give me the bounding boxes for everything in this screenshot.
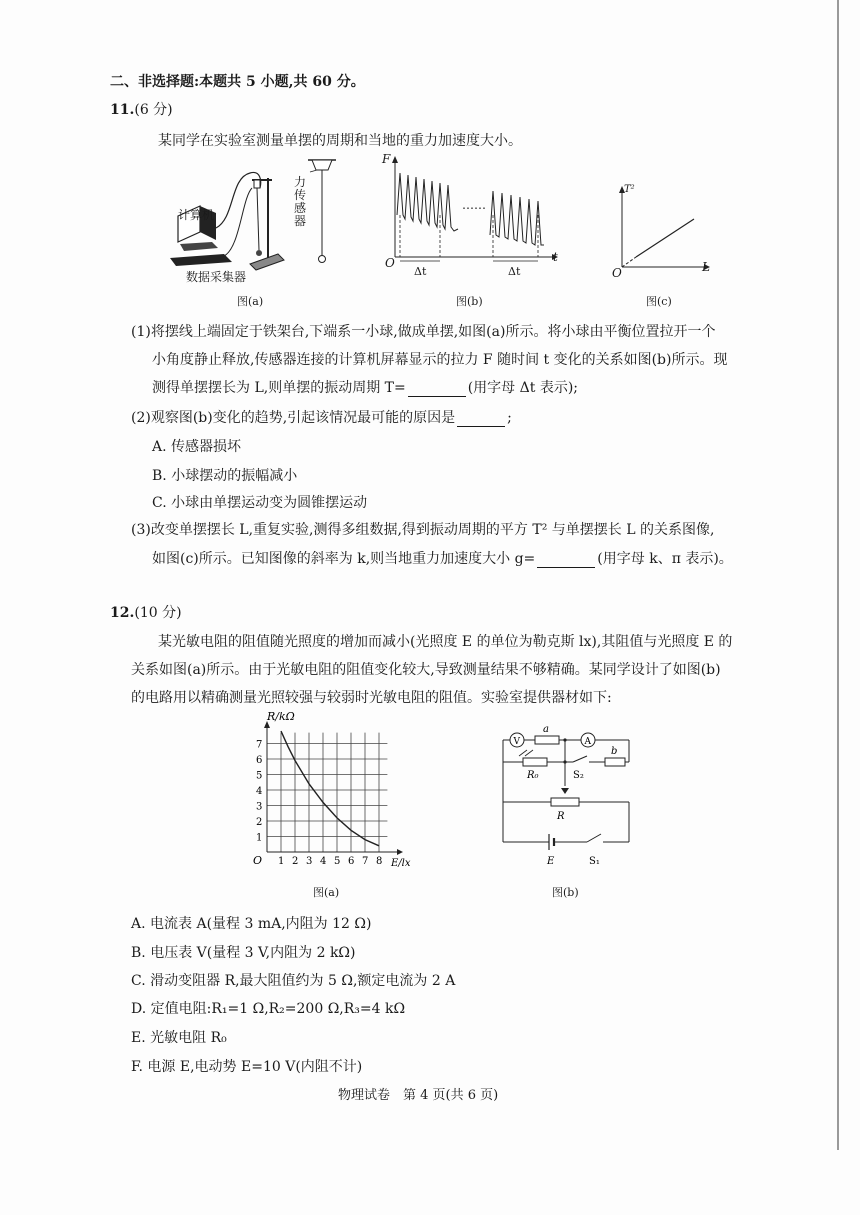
- item-f: F. 电源 E,电动势 E=10 V(内阻不计): [131, 1059, 363, 1075]
- q11-p2-text: (2)观察图(b)变化的趋势,引起该情况最可能的原因是: [131, 410, 456, 426]
- fig-b-x-label: t: [553, 250, 558, 264]
- label-s1: S₁: [589, 856, 600, 867]
- resistor-a: [535, 736, 559, 744]
- q11-p3-line1: (3)改变单摆摆长 L,重复实验,测得多组数据,得到振动周期的平方 T² 与单摆摆长 L 的关系图像,: [131, 522, 715, 538]
- q11-p1-line3: [152, 379, 578, 397]
- item-c: C. 滑动变阻器 R,最大阻值约为 5 Ω,额定电流为 2 A: [131, 973, 456, 989]
- graph-origin: O: [253, 854, 263, 867]
- fig-b-y-label: F: [382, 152, 391, 166]
- q11-number: 11.: [110, 102, 135, 118]
- q11-p1-text-b: (用字母 Δt 表示);: [467, 380, 578, 396]
- q11-blank-2[interactable]: [457, 413, 505, 427]
- label-r0: R₀: [527, 770, 539, 781]
- y-tick-label: 5: [256, 770, 263, 782]
- q11-p2-line: [131, 409, 512, 427]
- graph-curve: [281, 731, 379, 846]
- detail-ball: [319, 256, 326, 263]
- data-collector: [170, 254, 232, 266]
- label-computer: 计算机: [178, 208, 215, 222]
- label-e: E: [547, 856, 555, 867]
- x-tick-label: 7: [362, 856, 369, 867]
- graph-x-arrow: [397, 849, 403, 855]
- q12-circuit-b: [495, 720, 640, 870]
- x-tick-label: 6: [348, 856, 355, 867]
- q11-p3-text-b: (用字母 k、π 表示)。: [597, 551, 733, 567]
- q11-p1-text-a: 测得单摆摆长为 L,则单摆的振动周期 T=: [152, 380, 406, 396]
- q12-circuit-caption: 图(b): [552, 886, 579, 899]
- resistor-b: [605, 758, 625, 766]
- fig-c-origin: O: [612, 266, 622, 280]
- q11-option-c: C. 小球由单摆运动变为圆锥摆运动: [152, 495, 368, 511]
- q11-p2-end: ;: [507, 410, 512, 426]
- fig-c-x-label: L: [702, 260, 710, 274]
- item-e: E. 光敏电阻 R₀: [131, 1030, 227, 1046]
- sensor-box: [254, 180, 260, 188]
- fig-b-delta-2: Δt: [508, 265, 521, 278]
- q11-option-a: A. 传感器损坏: [152, 439, 242, 455]
- fig-c-caption: 图(c): [646, 295, 672, 308]
- x-tick-label: 5: [334, 856, 341, 867]
- label-a: a: [543, 724, 549, 735]
- detail-sensor: [312, 160, 332, 170]
- fig-c-y-label: T²: [624, 184, 635, 195]
- q11-blank-3[interactable]: [537, 554, 595, 568]
- section-header: 二、非选择题:本题共 5 小题,共 60 分。: [110, 74, 365, 90]
- item-a: A. 电流表 A(量程 3 mA,内阻为 12 Ω): [131, 916, 372, 932]
- rheostat-r: [551, 798, 579, 806]
- q12-intro-line2: 关系如图(a)所示。由于光敏电阻的阻值变化较大,导致测量结果不够精确。某同学设计了如图(b): [131, 662, 721, 678]
- q11-option-b: B. 小球摆动的振幅减小: [152, 468, 298, 484]
- fig-b-y-arrow: [392, 156, 398, 163]
- q11-fig-b: [380, 155, 560, 275]
- q11-p1-line1: (1)将摆线上端固定于铁架台,下端系一小球,做成单摆,如图(a)所示。将小球由平衡位置拉开一个: [131, 324, 716, 340]
- fig-c-extrapolation: [622, 257, 636, 267]
- q11-score: (6 分): [134, 102, 173, 118]
- y-tick-label: 2: [256, 817, 263, 828]
- fig-b-delta-1: Δt: [414, 265, 427, 278]
- label-data-collector: 数据采集器: [186, 270, 247, 284]
- item-b: B. 电压表 V(量程 3 V,内阻为 2 kΩ): [131, 945, 356, 961]
- graph-y-label: R/kΩ: [267, 712, 295, 723]
- item-d: D. 定值电阻:R₁=1 Ω,R₂=200 Ω,R₃=4 kΩ: [131, 1001, 406, 1017]
- x-tick-label: 3: [306, 856, 313, 867]
- fig-b-waveform-left: [397, 173, 458, 231]
- y-tick-label: 1: [256, 832, 263, 844]
- fig-b-waveform-right: [490, 191, 544, 245]
- fig-a-caption: 图(a): [237, 295, 264, 308]
- q11-p1-line2: 小角度静止释放,传感器连接的计算机屏幕显示的拉力 F 随时间 t 变化的关系如图(b)所示。现: [152, 352, 728, 368]
- cable-2: [224, 188, 252, 256]
- x-tick-label: 2: [292, 856, 299, 867]
- voltmeter-label: V: [513, 737, 520, 747]
- switch-s1[interactable]: [587, 834, 601, 842]
- q11-p3-line2: [152, 550, 733, 568]
- y-tick-label: 3: [256, 801, 263, 813]
- x-tick-label: 1: [278, 856, 285, 867]
- photoresistor-r0: [523, 758, 547, 766]
- pendulum-ball: [256, 250, 262, 256]
- fig-b-origin: O: [385, 256, 395, 270]
- fig-b-caption: 图(b): [456, 295, 483, 308]
- detail-leader: [310, 170, 317, 172]
- y-tick-label: 4: [256, 786, 263, 797]
- pendulum-string: [257, 188, 259, 250]
- label-s2: S₂: [573, 770, 584, 781]
- fig-c-line: [636, 219, 694, 257]
- fig-b-dots: ……: [462, 198, 486, 212]
- x-tick-label: 8: [376, 856, 383, 867]
- y-tick-label: 7: [256, 739, 263, 751]
- q12-number: 12.: [110, 605, 135, 621]
- q11-p3-text-a: 如图(c)所示。已知图像的斜率为 k,则当地重力加速度大小 g=: [152, 551, 536, 567]
- q12-intro-line1: 某光敏电阻的阻值随光照度的增加而减小(光照度 E 的单位为勒克斯 lx),其阻值与光照度 E 的: [158, 634, 733, 650]
- y-tick-label: 6: [256, 755, 263, 766]
- page-footer: 物理试卷 第 4 页(共 6 页): [338, 1088, 499, 1103]
- label-force-sensor: 力传感器: [294, 175, 307, 228]
- q12-score: (10 分): [134, 605, 182, 621]
- q12-header: [110, 604, 182, 622]
- switch-s2[interactable]: [573, 756, 587, 762]
- graph-x-label: E/lx: [391, 858, 411, 869]
- q12-graph-caption: 图(a): [313, 886, 340, 899]
- q12-intro-line3: 的电路用以精确测量光照较强与较弱时光敏电阻的阻值。实验室提供器材如下:: [131, 690, 612, 706]
- q11-intro: 某同学在实验室测量单摆的周期和当地的重力加速度大小。: [158, 133, 522, 149]
- rheostat-slider[interactable]: [561, 788, 569, 794]
- label-r: R: [557, 811, 565, 822]
- x-tick-label: 4: [320, 856, 327, 867]
- q12-graph-a: [245, 712, 420, 872]
- q11-fig-c: [612, 185, 712, 280]
- graph-grid: [267, 733, 387, 852]
- q11-blank-1[interactable]: [408, 383, 466, 397]
- page-edge-line: [837, 0, 839, 1150]
- ammeter-label: A: [584, 737, 591, 747]
- q11-header: [110, 101, 173, 119]
- computer-keyboard: [180, 242, 218, 251]
- label-b: b: [611, 746, 618, 757]
